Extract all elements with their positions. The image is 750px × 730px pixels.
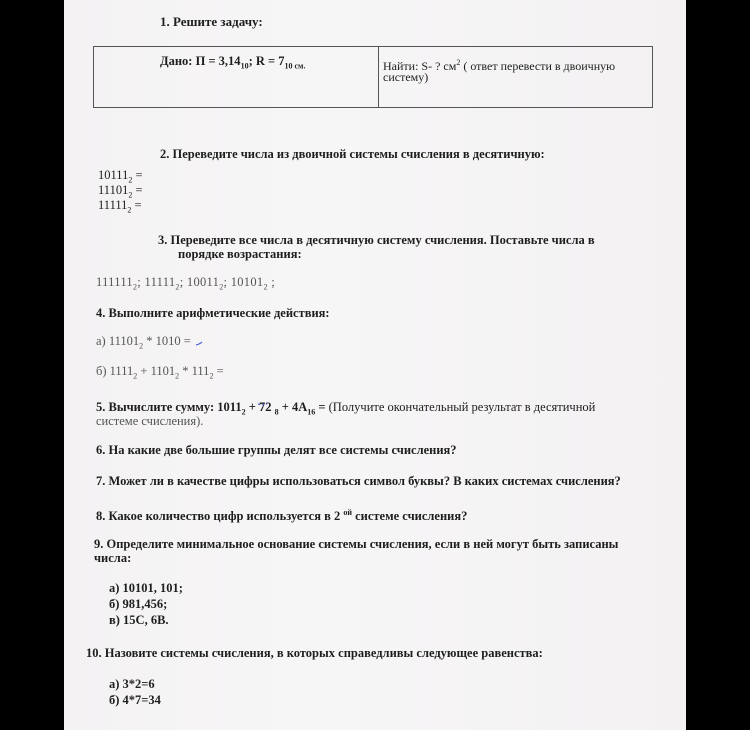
q4-item-b: б) $1111_2 + 1101_2 * 111_2$ =	[96, 364, 224, 381]
given-text: Дано: $П = 3,14_{10}$; $R = 7_{10 см.}$	[160, 54, 306, 71]
q2-item-2: $11101_2$ =	[98, 183, 143, 200]
q10-item-a: а) 3*2=6	[109, 677, 155, 691]
q9-item-a: а) 10101, 101;	[109, 581, 183, 595]
q4-item-a: а) $11101_2 * 1010$ =	[96, 334, 191, 351]
q2-item-1: $10111_2$ =	[98, 168, 143, 185]
q2-item-3: $11111_2$ =	[98, 198, 142, 215]
find-text-line2: систему)	[383, 70, 429, 84]
q8-text: 8. Какое количество цифр используется в 2 $^{ой}$ системе счисления?	[96, 508, 468, 524]
q6-text: 6. На какие две большие группы делят все системы счисления?	[96, 443, 457, 457]
worksheet-page	[64, 0, 686, 730]
q9-line1: 9. Определите минимальное основание системы счисления, если в ней могут быть записаны	[94, 537, 619, 551]
q5-line1: 5. Вычислите сумму: $1011_2 + 72$ $_8 + 4А_{16}$ = (Получите окончательный результат в десятичной	[96, 400, 596, 417]
q3-heading-line2: порядке возрастания:	[178, 247, 302, 261]
q10-heading: 10. Назовите системы счисления, в которых справедливы следующее равенства:	[86, 646, 543, 660]
q5-line2: системе счисления).	[96, 414, 204, 428]
q3-heading-line1: 3. Переведите все числа в десятичную систему счисления. Поставьте числа в	[158, 233, 595, 247]
q9-item-b: б) 981,456;	[109, 597, 168, 611]
q4-heading: 4. Выполните арифметические действия:	[96, 306, 330, 320]
q3-numbers: $111111_2$; $11111_2$; $10011_2$; $10101_2$ ;	[96, 275, 275, 292]
find-text-line1: Найти: S- ? $см^2$ ( ответ перевести в двоичную	[383, 58, 616, 73]
q2-heading: 2. Переведите числа из двоичной системы счисления в десятичную:	[160, 147, 545, 161]
pen-marks	[64, 0, 686, 730]
q7-text: 7. Может ли в качестве цифры использоваться символ буквы? В каких системах счисления?	[96, 474, 621, 488]
q1-heading: 1. Решите задачу:	[160, 14, 263, 29]
q10-item-b: б) 4*7=34	[109, 693, 161, 707]
q9-line2: числа:	[94, 551, 132, 565]
q9-item-c: в) 15С, 6В.	[109, 613, 169, 627]
